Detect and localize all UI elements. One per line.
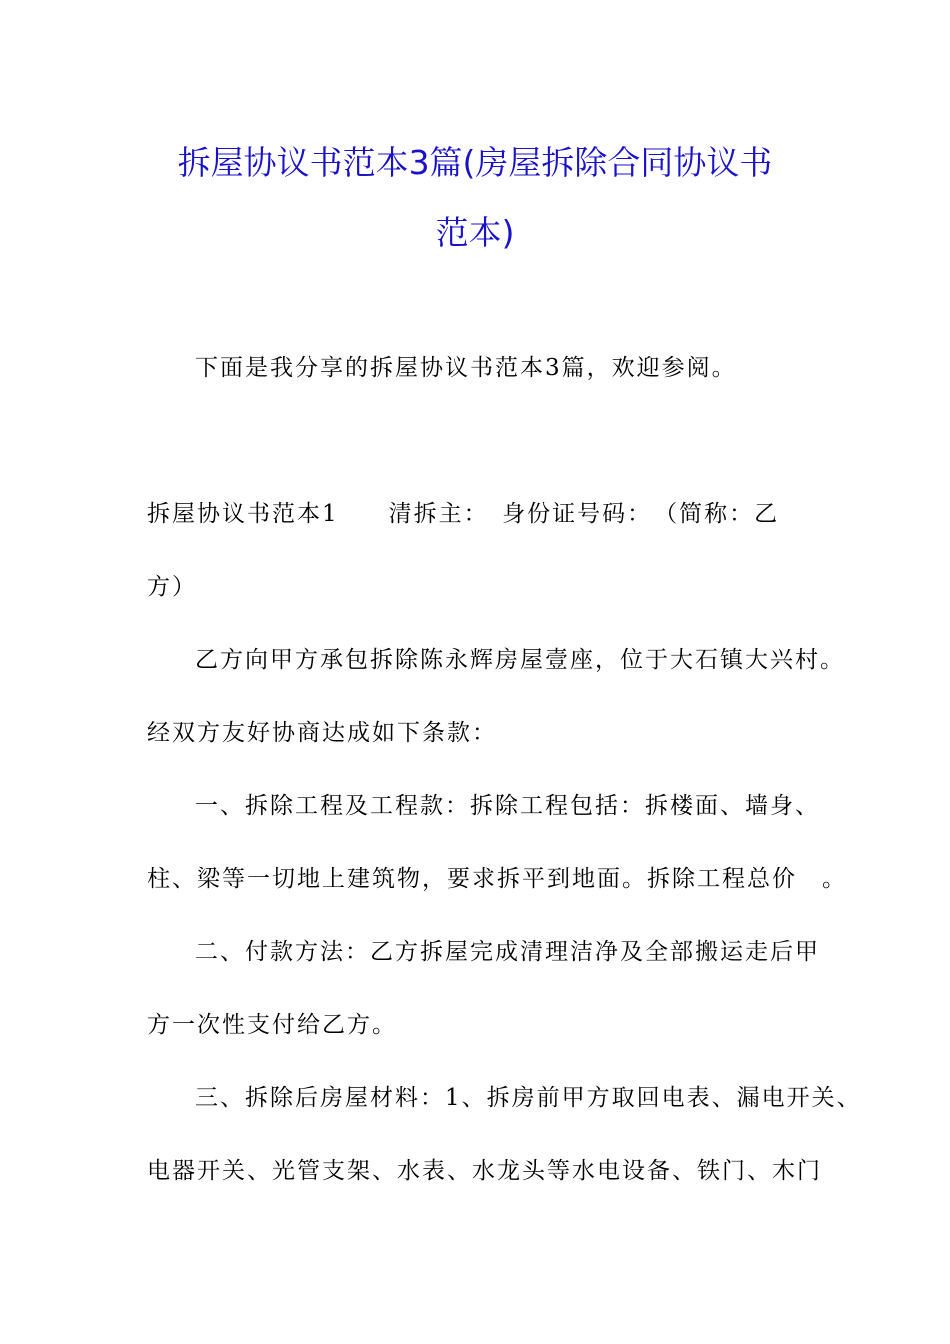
paragraph-line: 乙方向甲方承包拆除陈永辉房屋壹座，位于大石镇大兴村。: [195, 647, 845, 673]
title-line-1: 拆屋协议书范本3篇(房屋拆除合同协议书: [177, 143, 773, 182]
sample-heading-line-cont: 方）: [147, 574, 197, 600]
intro-paragraph: 下面是我分享的拆屋协议书范本3篇，欢迎参阅。: [195, 355, 737, 381]
paragraph-gap: [147, 405, 817, 478]
clause-1-line: 一、拆除工程及工程款：拆除工程包括：拆楼面、墙身、: [195, 793, 820, 819]
clause-2-line-cont: 方一次性支付给乙方。: [147, 1012, 397, 1038]
document-title: [120, 128, 830, 268]
clause-1-line-cont: 柱、梁等一切地上建筑物，要求拆平到地面。拆除工程总价 。: [147, 866, 847, 892]
clause-3-line-cont: 电器开关、光管支架、水表、水龙头等水电设备、铁门、木门: [147, 1158, 822, 1184]
document-body: [147, 332, 862, 1208]
clause-2-line: 二、付款方法：乙方拆屋完成清理洁净及全部搬运走后甲: [195, 939, 820, 965]
clause-3-line: 三、拆除后房屋材料：1、拆房前甲方取回电表、漏电开关、: [195, 1085, 862, 1111]
sample-heading-line: 拆屋协议书范本1 清拆主： 身份证号码： （简称：乙: [147, 501, 780, 527]
title-line-2: 范本): [435, 213, 515, 252]
paragraph-line: 经双方友好协商达成如下条款：: [147, 720, 497, 746]
